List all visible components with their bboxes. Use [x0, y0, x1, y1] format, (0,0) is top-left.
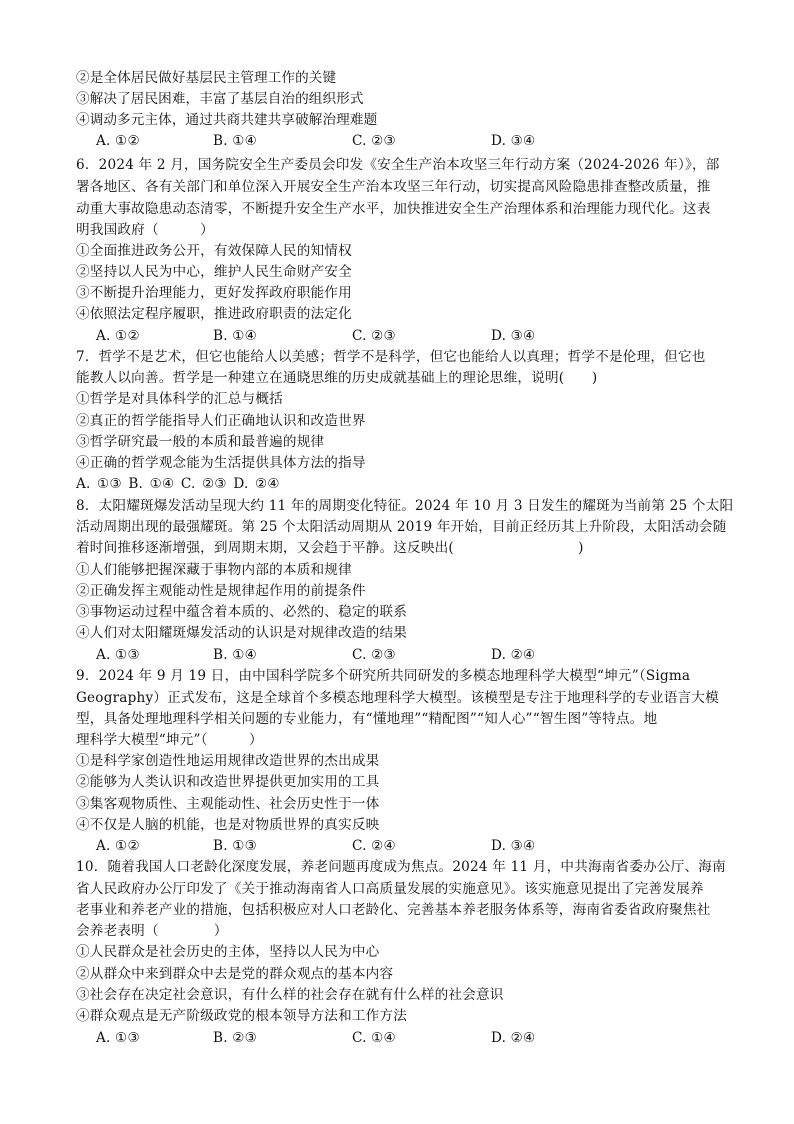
q8-statement-3: ③事物运动过程中蕴含着本质的、必然的、稳定的联系 [76, 604, 408, 620]
q10-option-c[interactable]: C. ①④ [352, 1030, 396, 1046]
q10-statement-2: ②从群众中来到群众中去是党的群众观点的基本内容 [76, 966, 394, 982]
q5-option-b[interactable]: B. ①④ [213, 133, 258, 149]
q6-option-d[interactable]: D. ③④ [491, 328, 536, 344]
q9-stem-line-4: 理科学大模型“坤元”（ ） [76, 732, 263, 748]
q10-stem-line-3: 老事业和养老产业的措施，包括积极应对人口老龄化、完善基本养老服务体系等，海南省委省政府聚焦社 [76, 902, 711, 918]
q9-option-d[interactable]: D. ③④ [491, 838, 536, 854]
q10-stem-line-1: 10．随着我国人口老龄化深度发展，养老问题再度成为焦点。2024 年 11 月，中共海南省委办公厅、海南 [76, 859, 726, 875]
q8-stem-line-3: 着时间推移逐渐增强，到周期末期，又会趋于平静。这反映出( ) [76, 540, 584, 556]
q7-statement-1: ①哲学是对具体科学的汇总与概括 [76, 391, 283, 407]
q8-stem-line-1: 8．太阳耀斑爆发活动呈现大约 11 年的周期变化特征。2024 年 10 月 3 日发生的耀斑为当前第 25 个太阳 [76, 498, 734, 514]
q6-stem-line-2: 署各地区、各有关部门和单位深入开展安全生产治本攻坚三年行动，切实提高风险隐患排查整改质量，推 [76, 179, 711, 195]
q9-stem-line-3: 型，具备处理地理科学相关问题的专业能力，有“懂地理”“精配图”“知人心”“智生图”等特点。地 [76, 711, 658, 727]
q6-statement-2: ②坚持以人民为中心，维护人民生命财产安全 [76, 264, 352, 280]
q5-statement-3: ③解决了居民困难，丰富了基层自治的组织形式 [76, 91, 364, 107]
q8-option-d[interactable]: D. ②④ [491, 647, 536, 663]
q7-stem-line-1: 7．哲学不是艺术，但它也能给人以美感；哲学不是科学，但它也能给人以真理；哲学不是伦理，但它也 [76, 349, 706, 365]
q10-option-d[interactable]: D. ②④ [491, 1030, 536, 1046]
q9-statement-1: ①是科学家创造性地运用规律改造世界的杰出成果 [76, 753, 380, 769]
q9-stem-line-2: Geography）正式发布，这是全球首个多模态地理科学大模型。该模型是专注于地理科学的专业语言大模 [76, 690, 719, 706]
q8-option-b[interactable]: B. ①④ [213, 647, 258, 663]
q10-option-b[interactable]: B. ②③ [213, 1030, 258, 1046]
q7-statement-2: ②真正的哲学能指导人们正确地认识和改造世界 [76, 413, 366, 429]
q6-statement-3: ③不断提升治理能力，更好发挥政府职能作用 [76, 285, 352, 301]
q6-option-a[interactable]: A. ①② [96, 328, 140, 344]
q8-option-a[interactable]: A. ①③ [96, 647, 140, 663]
q8-statement-2: ②正确发挥主观能动性是规律起作用的前提条件 [76, 583, 366, 599]
q9-statement-4: ④不仅是人脑的机能，也是对物质世界的真实反映 [76, 817, 380, 833]
q7-statement-4: ④正确的哲学观念能为生活提供具体方法的指导 [76, 455, 366, 471]
q7-stem-line-2: 能教人以向善。哲学是一种建立在通晓思维的历史成就基础上的理论思维，说明( ) [76, 370, 598, 386]
q8-statement-4: ④人们对太阳耀斑爆发活动的认识是对规律改造的结果 [76, 625, 408, 641]
q6-stem-line-4: 明我国政府（ ） [76, 222, 214, 238]
q6-statement-1: ①全面推进政务公开，有效保障人民的知情权 [76, 243, 352, 259]
q5-option-a[interactable]: A. ①② [96, 133, 140, 149]
q7-statement-3: ③哲学研究最一般的本质和最普遍的规律 [76, 434, 325, 450]
q10-statement-4: ④群众观点是无产阶级政党的根本领导方法和工作方法 [76, 1008, 408, 1024]
q6-stem-line-1: 6．2024 年 2 月，国务院安全生产委员会印发《安全生产治本攻坚三年行动方案（2024-2026 年）》，部 [76, 157, 720, 173]
q5-statement-4: ④调动多元主体，通过共商共建共享破解治理难题 [76, 112, 378, 128]
q10-statement-3: ③社会存在决定社会意识，有什么样的社会存在就有什么样的社会意识 [76, 987, 504, 1003]
q6-statement-4: ④依照法定程序履职，推进政府职责的法定化 [76, 306, 352, 322]
q6-option-b[interactable]: B. ①④ [213, 328, 258, 344]
q8-stem-line-2: 活动周期出现的最强耀斑。第 25 个太阳活动周期从 2019 年开始，目前正经历其上升阶段，太阳活动会随 [76, 519, 727, 535]
q10-stem-line-4: 会养老表明（ ） [76, 923, 228, 939]
q5-statement-2: ②是全体居民做好基层民主管理工作的关键 [76, 70, 337, 86]
q6-stem-line-3: 动重大事故隐患动态清零，不断提升安全生产水平，加快推进安全生产治理体系和治理能力现代化。这表 [76, 201, 711, 217]
q8-option-c[interactable]: C. ②③ [352, 647, 396, 663]
q9-stem-line-1: 9．2024 年 9 月 19 日，由中国科学院多个研究所共同研发的多模态地理科学大模型“坤元”（Sigma [76, 668, 691, 684]
q5-option-d[interactable]: D. ③④ [491, 133, 536, 149]
q8-statement-1: ①人们能够把握深藏于事物内部的本质和规律 [76, 562, 352, 578]
q9-option-c[interactable]: C. ②④ [352, 838, 396, 854]
q9-option-b[interactable]: B. ①③ [213, 838, 258, 854]
q10-statement-1: ①人民群众是社会历史的主体，坚持以人民为中心 [76, 944, 380, 960]
q9-statement-3: ③集客观物质性、主观能动性、社会历史性于一体 [76, 796, 380, 812]
q7-options[interactable]: A. ①③ B. ①④ C. ②③ D. ②④ [76, 476, 280, 492]
q9-statement-2: ②能够为人类认识和改造世界提供更加实用的工具 [76, 774, 380, 790]
q5-option-c[interactable]: C. ②③ [352, 133, 396, 149]
q9-option-a[interactable]: A. ①② [96, 838, 140, 854]
q10-stem-line-2: 省人民政府办公厅印发了《关于推动海南省人口高质量发展的实施意见》。该实施意见提出了完善发展养 [76, 881, 704, 897]
q10-option-a[interactable]: A. ①③ [96, 1030, 140, 1046]
q6-option-c[interactable]: C. ②③ [352, 328, 396, 344]
